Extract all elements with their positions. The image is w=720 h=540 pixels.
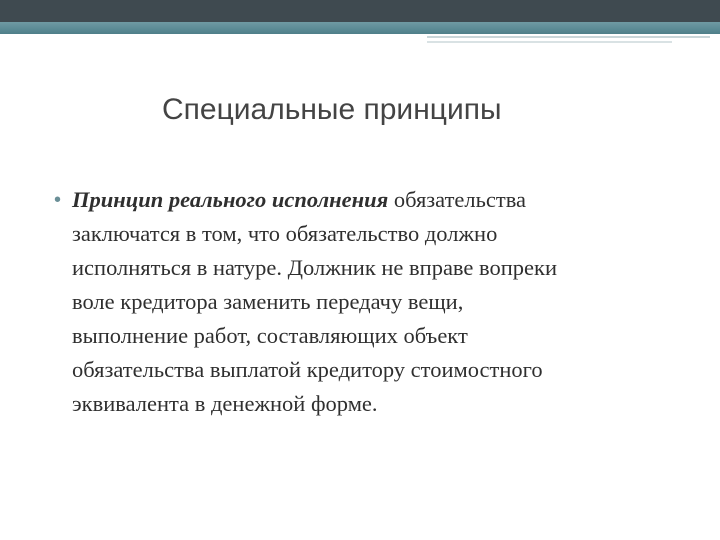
decorative-line [427,41,672,43]
header-accent-stripe [0,22,720,34]
slide-title: Специальные принципы [162,93,502,126]
header-band [0,0,720,22]
bullet-line: исполняться в натуре. Должник не вправе вопреки [72,255,558,280]
bullet-line: воле кредитора заменить передачу вещи, [72,289,464,314]
bullet-paragraph [72,183,702,421]
bullet-line: выполнение работ, составляющих объект [72,323,468,348]
bullet-line-text: обязательства [388,187,527,212]
bullet-line: эквивалента в денежной форме. [72,391,378,416]
bullet-marker: • [54,189,62,211]
decorative-line [427,36,710,38]
bullet-line [72,183,702,217]
bullet-line: обязательства выплатой кредитору стоимостного [72,357,543,382]
bullet-lead-term: Принцип реального исполнения [72,187,389,212]
bullet-line: заключатся в том, что обязательство должно [72,221,498,246]
